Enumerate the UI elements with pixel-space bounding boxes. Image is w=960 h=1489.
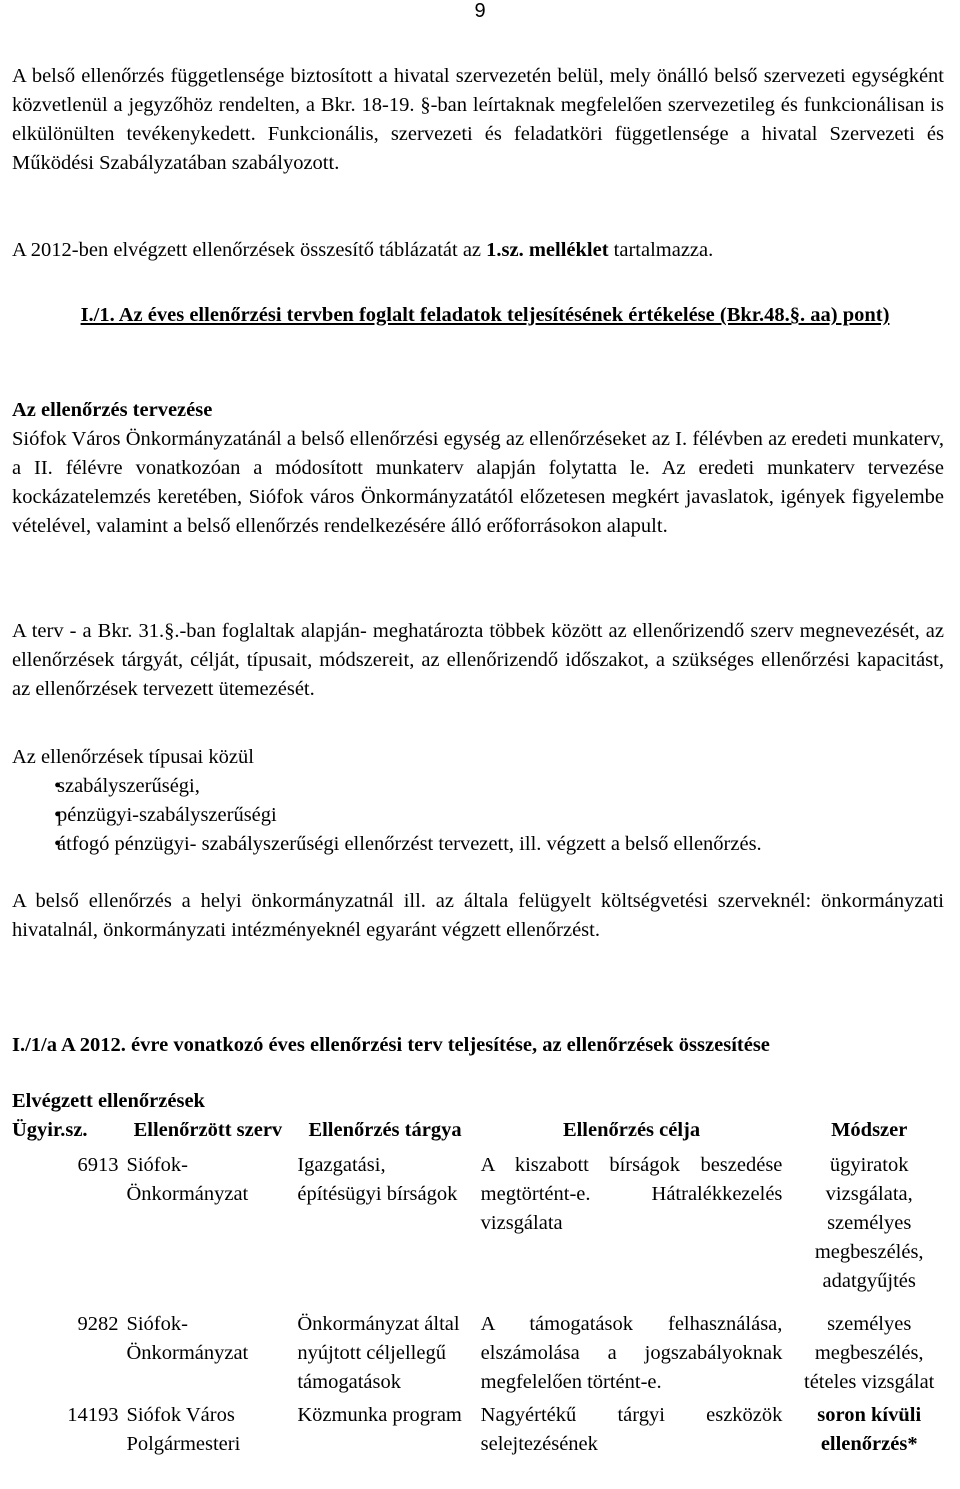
inspections-table [8,1116,952,1459]
cell-entity: Siófok Város Polgármesteri [126,1404,241,1455]
header-subject: Ellenőrzés tárgya [308,1119,462,1141]
cell-subject: Közmunka program [297,1404,462,1426]
list-item: • pénzügyi-szabályszerűségi [12,801,944,830]
cell-subject: Önkormányzat által nyújtott céljellegű támogatások [297,1313,460,1393]
cell-method: személyes megbeszélés, tételes vizsgálat [804,1313,935,1393]
cell-file-no: 14193 [67,1404,119,1426]
section-heading: I./1. Az éves ellenőrzési tervben foglalt feladatok teljesítésének értékelése (Bkr.48.§. aa) pont) [80,304,890,326]
cell-method: soron kívüli ellenőrzés* [817,1404,922,1455]
cell-entity: Siófok-Önkormányzat [126,1313,249,1364]
cell-method: ügyiratok vizsgálata, személyes megbeszélés, adatgyűjtés [814,1154,924,1292]
paragraph-planning: Siófok Város Önkormányzatánál a belső ellenőrzési egység az ellenőrzéseket az I. félévben az eredeti munkaterv, a II. félévre vonatkozóan a módosított munkaterv alapján folytatta le. Az eredeti munkaterv tervezése kockázatelemzés keretében, Siófok város Önkormányzatától előzetesen megkért javaslatok, igények figyelembe vételével, valamint a belső ellenőrzés rendelkezésére álló erőforrásokon alapult. [12,428,944,537]
list-item: • szabályszerűségi, [12,772,944,801]
subsection-heading: I./1/a A 2012. évre vonatkozó éves ellenőrzési terv teljesítése, az ellenőrzések összesítése [12,1034,770,1056]
header-file-no: Ügyir.sz. [12,1119,88,1141]
table-row [8,1310,952,1397]
cell-file-no: 9282 [77,1313,119,1335]
cell-goal: A támogatások felhasználása, elszámolása a jogszabályoknak megfelelően történt-e. [480,1313,783,1393]
header-goal: Ellenőrzés célja [562,1119,701,1141]
table-row [8,1401,952,1459]
paragraph-scope: A belső ellenőrzés a helyi önkormányzatnál ill. az általa felügyelt költségvetési szerveknél: önkormányzati hivatalnál, önkormányzati intézményeknél egyaránt végzett ellenőrzést. [12,890,944,941]
types-list [12,772,944,859]
cell-entity: Siófok-Önkormányzat [126,1154,249,1205]
annex-reference: 1.sz. melléklet [486,239,609,261]
subheading-planning: Az ellenőrzés tervezése [12,399,213,421]
header-method: Módszer [831,1119,908,1141]
summary-text-end: tartalmazza. [608,239,714,261]
types-intro: Az ellenőrzések típusai közül [12,746,254,768]
page-number: 9 [474,0,486,22]
paragraph-independence: A belső ellenőrzés függetlensége biztosított a hivatal szervezetén belül, mely önálló belső szervezeti egységként közvetlenül a jegyzőhöz rendelten, a Bkr. 18-19. §-ban leírtaknak megfelelően szervezetileg és funkcionálisan is elkülönülten tevékenykedett. Funkcionális, szervezeti és feladatköri függetlensége a hivatal Szervezeti és Működési Szabályzatában szabályozott. [12,65,944,174]
summary-text-start: A 2012-ben elvégzett ellenőrzések összesítő táblázatát az [12,239,487,261]
table-row [8,1151,952,1296]
completed-heading: Elvégzett ellenőrzések [12,1090,205,1112]
cell-goal: Nagyértékű tárgyi eszközök selejtezésének [480,1404,783,1455]
header-entity: Ellenőrzött szerv [133,1119,283,1141]
table-header-row [8,1116,952,1145]
cell-goal: A kiszabott bírságok beszedése megtörtént-e. Hátralékkezelés vizsgálata [480,1154,783,1234]
paragraph-plan-content: A terv - a Bkr. 31.§.-ban foglaltak alapján- meghatározta többek között az ellenőrizendő szerv megnevezését, az ellenőrzések tárgyát, célját, típusait, módszereit, az ellenőrizendő időszakot, a szükséges ellenőrzési kapacitást, az ellenőrzések tervezett ütemezését. [12,620,944,700]
cell-file-no: 6913 [77,1154,119,1176]
paragraph-summary-reference [12,236,944,265]
list-item: • átfogó pénzügyi- szabályszerűségi ellenőrzést tervezett, ill. végzett a belső ellenőrzés. [12,830,944,859]
cell-subject: Igazgatási, építésügyi bírságok [297,1154,458,1205]
